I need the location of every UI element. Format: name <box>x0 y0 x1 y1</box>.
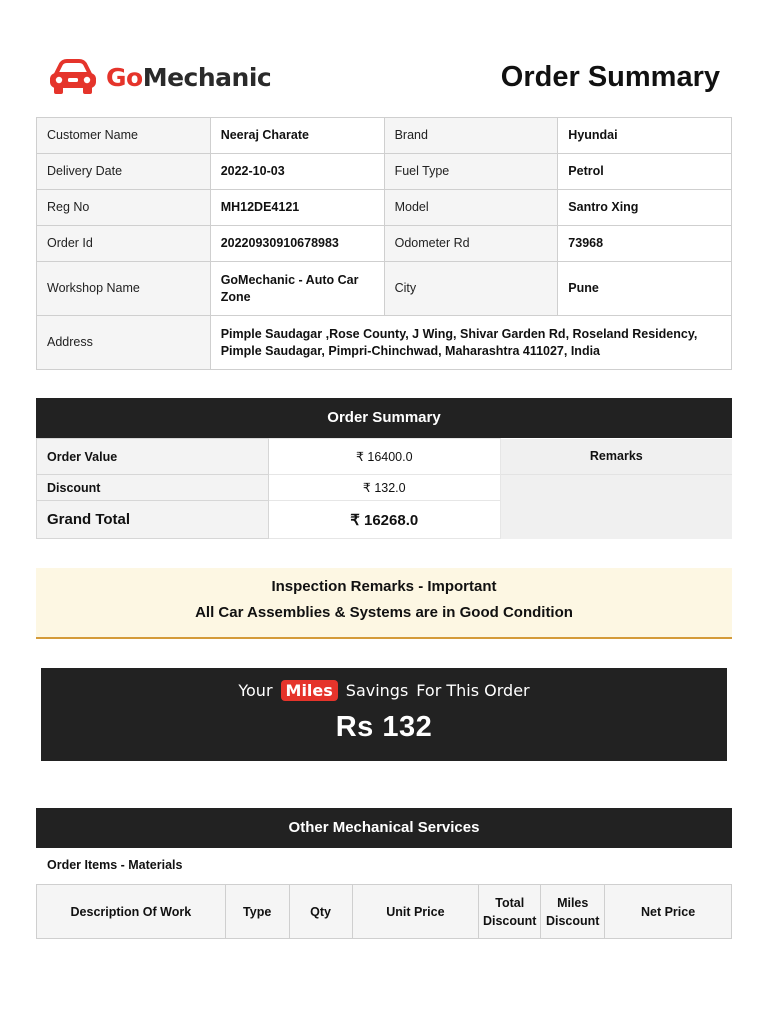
odometer-label: Odometer Rd <box>384 226 558 262</box>
customer-name-value: Neeraj Charate <box>210 118 384 154</box>
inspection-remarks-banner <box>36 568 732 639</box>
other-services-heading: Other Mechanical Services <box>36 808 732 848</box>
col-miles-discount: Miles Discount <box>541 885 605 939</box>
col-unit-price: Unit Price <box>352 885 479 939</box>
col-net-price: Net Price <box>605 885 732 939</box>
logo-wordmark <box>106 63 271 92</box>
fuel-type-value: Petrol <box>558 154 732 190</box>
reg-no-label: Reg No <box>37 190 211 226</box>
order-value-label: Order Value <box>37 439 269 475</box>
odometer-value: 73968 <box>558 226 732 262</box>
other-services-section <box>36 808 732 939</box>
city-label: City <box>384 262 558 316</box>
miles-savings-amount: Rs 132 <box>335 711 433 743</box>
remarks-header: Remarks <box>500 439 732 475</box>
brand-value: Hyundai <box>558 118 732 154</box>
model-label: Model <box>384 190 558 226</box>
discount-label: Discount <box>37 475 269 501</box>
table-row <box>37 226 732 262</box>
order-items-table <box>36 884 732 939</box>
logo-mechanic: Mechanic <box>142 62 272 92</box>
order-summary-section <box>36 398 732 539</box>
table-row <box>37 439 733 475</box>
address-value: Pimple Saudagar ,Rose County, J Wing, Shivar Garden Rd, Roseland Residency, Pimple Saudagar, Pimpri-Chinchwad, Maharashtra 411027, India <box>210 316 731 370</box>
reg-no-value: MH12DE4121 <box>210 190 384 226</box>
gomechanic-logo <box>46 58 271 96</box>
model-value: Santro Xing <box>558 190 732 226</box>
table-row <box>37 316 732 370</box>
miles-tag: Miles <box>281 680 338 701</box>
brand-label: Brand <box>384 118 558 154</box>
city-value: Pune <box>558 262 732 316</box>
inspection-message: All Car Assemblies & Systems are in Good Condition <box>195 604 573 621</box>
workshop-name-value: GoMechanic - Auto Car Zone <box>210 262 384 316</box>
order-summary-table <box>36 438 732 539</box>
col-description: Description Of Work <box>37 885 226 939</box>
table-header-row <box>37 885 732 939</box>
miles-savings-text: Savings <box>345 681 409 700</box>
miles-savings-line <box>41 680 727 701</box>
table-row <box>37 118 732 154</box>
page-title: Order Summary <box>500 61 720 93</box>
table-row <box>37 475 733 501</box>
grand-total-amount: ₹ 16268.0 <box>268 501 500 539</box>
discount-amount: ₹ 132.0 <box>268 475 500 501</box>
miles-savings-banner <box>41 668 727 761</box>
delivery-date-label: Delivery Date <box>37 154 211 190</box>
order-value-amount: ₹ 16400.0 <box>268 439 500 475</box>
grand-total-label: Grand Total <box>37 501 269 539</box>
order-summary-heading: Order Summary <box>36 398 732 438</box>
table-row <box>37 154 732 190</box>
remarks-body <box>500 475 732 539</box>
col-qty: Qty <box>289 885 352 939</box>
col-total-discount: Total Discount <box>479 885 541 939</box>
delivery-date-value: 2022-10-03 <box>210 154 384 190</box>
logo-go: Go <box>106 62 143 92</box>
order-id-label: Order Id <box>37 226 211 262</box>
order-id-value: 20220930910678983 <box>210 226 384 262</box>
car-icon <box>46 58 100 96</box>
customer-name-label: Customer Name <box>37 118 211 154</box>
workshop-name-label: Workshop Name <box>37 262 211 316</box>
miles-for-order-text: For This Order <box>416 681 530 700</box>
table-row <box>37 262 732 316</box>
col-type: Type <box>225 885 289 939</box>
address-label: Address <box>37 316 211 370</box>
miles-your-text: Your <box>238 681 273 700</box>
page-header <box>36 56 732 104</box>
inspection-title: Inspection Remarks - Important <box>271 578 497 595</box>
table-row <box>37 190 732 226</box>
order-items-subheading: Order Items - Materials <box>47 858 183 872</box>
fuel-type-label: Fuel Type <box>384 154 558 190</box>
customer-info-table <box>36 117 732 370</box>
